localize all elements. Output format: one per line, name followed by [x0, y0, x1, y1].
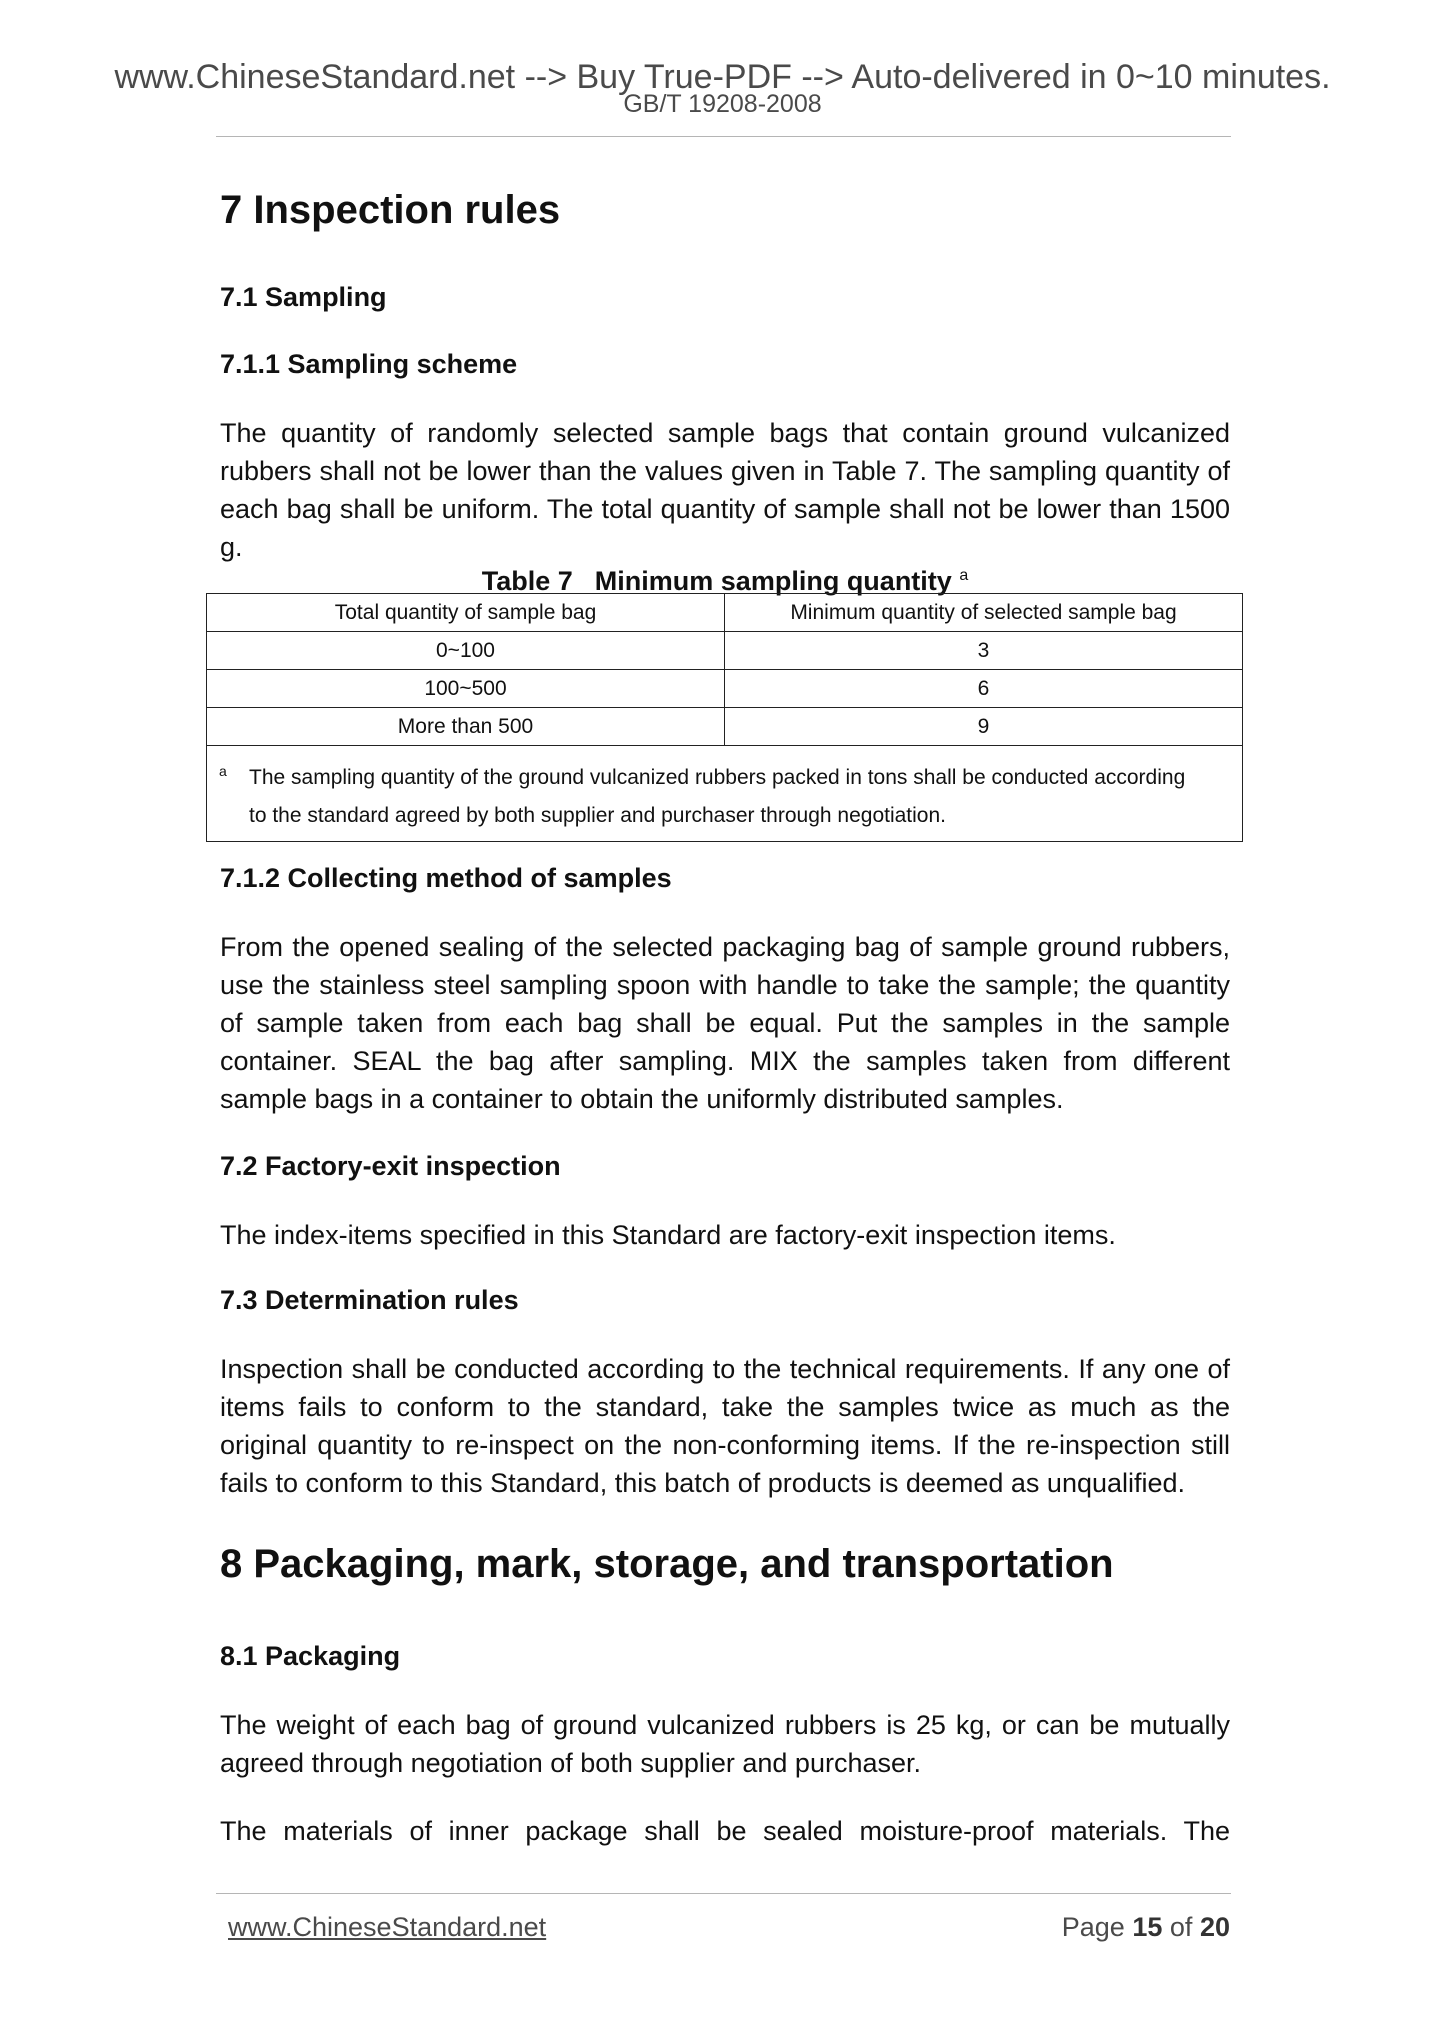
section-7-1-2-text: From the opened sealing of the selected packaging bag of sample ground rubbers, use the stainless steel sampling spoon with handle to take the sample; the quantity of sample taken from each bag shall be equal. Put the samples in the sample container. SEAL the bag after sampling. MIX the samples taken from different sample bags in a container to obtain the uniformly distributed samples. [220, 932, 1230, 1114]
section-8-1-title: 8.1 Packaging [220, 1641, 401, 1671]
section-7-1-2-title: 7.1.2 Collecting method of samples [220, 863, 672, 893]
section-7-3-title: 7.3 Determination rules [220, 1285, 519, 1315]
table-header-cell: Minimum quantity of selected sample bag [725, 594, 1243, 632]
table-header-row [207, 594, 1243, 632]
page-number [1062, 1911, 1230, 1943]
table-note-line-1: The sampling quantity of the ground vulcanized rubbers packed in tons shall be conducted according [249, 766, 1186, 789]
table-cell: 3 [725, 632, 1243, 670]
table-cell: 0~100 [207, 632, 725, 670]
section-8-title: 8 Packaging, mark, storage, and transportation [220, 1542, 1114, 1586]
section-7-1-1-text: The quantity of randomly selected sample bags that contain ground vulcanized rubbers shall not be lower than the values given in Table 7. The sampling quantity of each bag shall be uniform. The total quantity of sample shall not be lower than 1500 g. [220, 418, 1230, 562]
table-7-title: Minimum sampling quantity [594, 566, 952, 596]
section-7-1-1-title: 7.1.1 Sampling scheme [220, 349, 518, 379]
section-7-2-title: 7.2 Factory-exit inspection [220, 1151, 561, 1181]
section-7-title: 7 Inspection rules [220, 188, 561, 232]
section-7-1-title: 7.1 Sampling [220, 282, 387, 312]
table-cell: 6 [725, 670, 1243, 708]
table-row [207, 708, 1243, 746]
table-note-line-2: to the standard agreed by both supplier and purchaser through negotiation. [249, 804, 946, 827]
table-row [207, 670, 1243, 708]
standard-code: GB/T 19208-2008 [623, 90, 822, 118]
section-8-1-text-1: The weight of each bag of ground vulcanized rubbers is 25 kg, or can be mutually agreed through negotiation of both supplier and purchaser. [220, 1710, 1230, 1778]
header-banner: www.ChineseStandard.net --> Buy True-PDF --> Auto-delivered in 0~10 minutes. [114, 58, 1331, 96]
table-cell: 9 [725, 708, 1243, 746]
table-row [207, 632, 1243, 670]
section-7-3-text: Inspection shall be conducted according to the technical requirements. If any one of items fails to conform to the standard, take the samples twice as much as the original quantity to re-inspect on the non-conforming items. If the re-inspection still fails to conform to this Standard, this batch of products is deemed as unqualified. [220, 1354, 1230, 1498]
section-8-1-text-2: The materials of inner package shall be sealed moisture-proof materials. The [220, 1816, 1230, 1846]
table-cell: More than 500 [207, 708, 725, 746]
table-7-label: Table 7 [481, 566, 573, 596]
table-note-row [207, 746, 1243, 842]
table-note [207, 746, 1243, 842]
section-7-2-text: The index-items specified in this Standard are factory-exit inspection items. [220, 1220, 1116, 1250]
footer-site-link[interactable]: www.ChineseStandard.net [228, 1912, 547, 1942]
table-7-caption [220, 560, 1230, 597]
table-cell: 100~500 [207, 670, 725, 708]
footer-divider [216, 1893, 1231, 1894]
page-current: 15 [1132, 1912, 1163, 1942]
page-of: of [1169, 1912, 1193, 1942]
page-word: Page [1061, 1912, 1125, 1942]
page-total: 20 [1199, 1912, 1230, 1942]
header-divider [216, 136, 1231, 137]
table-7 [206, 593, 1243, 842]
table-header-cell: Total quantity of sample bag [207, 594, 725, 632]
table-7-title-mark: a [959, 567, 969, 584]
table-note-mark: a [219, 763, 227, 779]
